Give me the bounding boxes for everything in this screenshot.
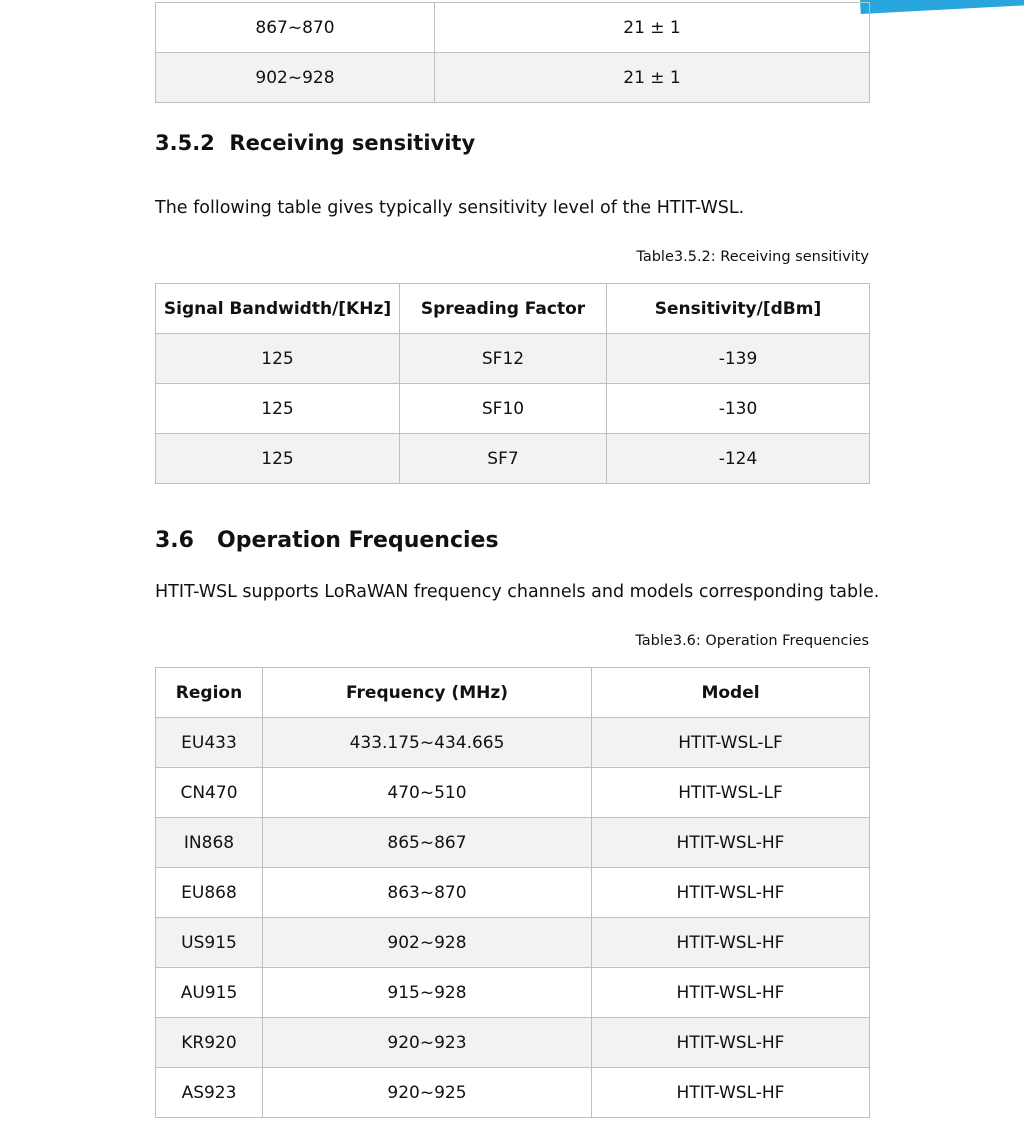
- tx-power-table-continuation: [155, 2, 870, 103]
- table-cell: 867~870: [156, 3, 435, 53]
- receiving-sensitivity-table: [155, 283, 870, 484]
- table-cell: 125: [156, 384, 400, 434]
- column-header: Model: [592, 668, 870, 718]
- table-cell: EU868: [156, 868, 263, 918]
- table-cell: 915~928: [263, 968, 592, 1018]
- table-cell: 470~510: [263, 768, 592, 818]
- table-cell: AS923: [156, 1068, 263, 1118]
- table-cell: -124: [607, 434, 870, 484]
- table-cell: 125: [156, 434, 400, 484]
- column-header: Frequency (MHz): [263, 668, 592, 718]
- column-header: Spreading Factor: [400, 284, 607, 334]
- operation-frequencies-table: [155, 667, 870, 1118]
- table-cell: KR920: [156, 1018, 263, 1068]
- table-header-row: [156, 668, 870, 718]
- table-cell: IN868: [156, 818, 263, 868]
- table-row: [156, 768, 870, 818]
- section-intro-paragraph: HTIT-WSL supports LoRaWAN frequency channels and models corresponding table.: [155, 582, 880, 602]
- table-caption: Table3.6: Operation Frequencies: [635, 633, 869, 649]
- table-cell: SF12: [400, 334, 607, 384]
- table-row: [156, 434, 870, 484]
- table-caption: Table3.5.2: Receiving sensitivity: [636, 249, 869, 265]
- section-number: 3.6: [155, 528, 194, 553]
- table-row: [156, 718, 870, 768]
- table-row: [156, 3, 870, 53]
- table-row: [156, 334, 870, 384]
- table-cell: 21 ± 1: [435, 53, 870, 103]
- table-row: [156, 968, 870, 1018]
- table-row: [156, 1018, 870, 1068]
- table-cell: HTIT-WSL-HF: [592, 1018, 870, 1068]
- table-cell: -130: [607, 384, 870, 434]
- table-cell: HTIT-WSL-HF: [592, 868, 870, 918]
- section-heading-3-5-2: [155, 131, 475, 155]
- table-cell: AU915: [156, 968, 263, 1018]
- section-title: Receiving sensitivity: [229, 131, 476, 155]
- table-cell: HTIT-WSL-HF: [592, 918, 870, 968]
- table-cell: HTIT-WSL-LF: [592, 768, 870, 818]
- table-cell: 433.175~434.665: [263, 718, 592, 768]
- table-cell: US915: [156, 918, 263, 968]
- table-cell: EU433: [156, 718, 263, 768]
- table-cell: CN470: [156, 768, 263, 818]
- table-cell: HTIT-WSL-HF: [592, 818, 870, 868]
- table-cell: HTIT-WSL-LF: [592, 718, 870, 768]
- table-header-row: [156, 284, 870, 334]
- column-header: Signal Bandwidth/[KHz]: [156, 284, 400, 334]
- table-row: [156, 868, 870, 918]
- table-cell: 920~923: [263, 1018, 592, 1068]
- section-heading-3-6: [155, 528, 499, 553]
- corner-accent-stripe: [860, 0, 1024, 14]
- section-intro-paragraph: The following table gives typically sensitivity level of the HTIT-WSL.: [155, 198, 745, 218]
- table-cell: 902~928: [263, 918, 592, 968]
- table-row: [156, 818, 870, 868]
- column-header: Region: [156, 668, 263, 718]
- column-header: Sensitivity/[dBm]: [607, 284, 870, 334]
- table-cell: 902~928: [156, 53, 435, 103]
- table-cell: HTIT-WSL-HF: [592, 968, 870, 1018]
- table-row: [156, 1068, 870, 1118]
- table-cell: 125: [156, 334, 400, 384]
- section-number: 3.5.2: [155, 131, 215, 155]
- table-cell: HTIT-WSL-HF: [592, 1068, 870, 1118]
- section-title: Operation Frequencies: [217, 528, 499, 553]
- table-cell: SF7: [400, 434, 607, 484]
- table-cell: 21 ± 1: [435, 3, 870, 53]
- table-cell: 865~867: [263, 818, 592, 868]
- table-cell: 920~925: [263, 1068, 592, 1118]
- table-row: [156, 384, 870, 434]
- table-cell: -139: [607, 334, 870, 384]
- table-cell: 863~870: [263, 868, 592, 918]
- table-row: [156, 918, 870, 968]
- table-cell: SF10: [400, 384, 607, 434]
- table-row: [156, 53, 870, 103]
